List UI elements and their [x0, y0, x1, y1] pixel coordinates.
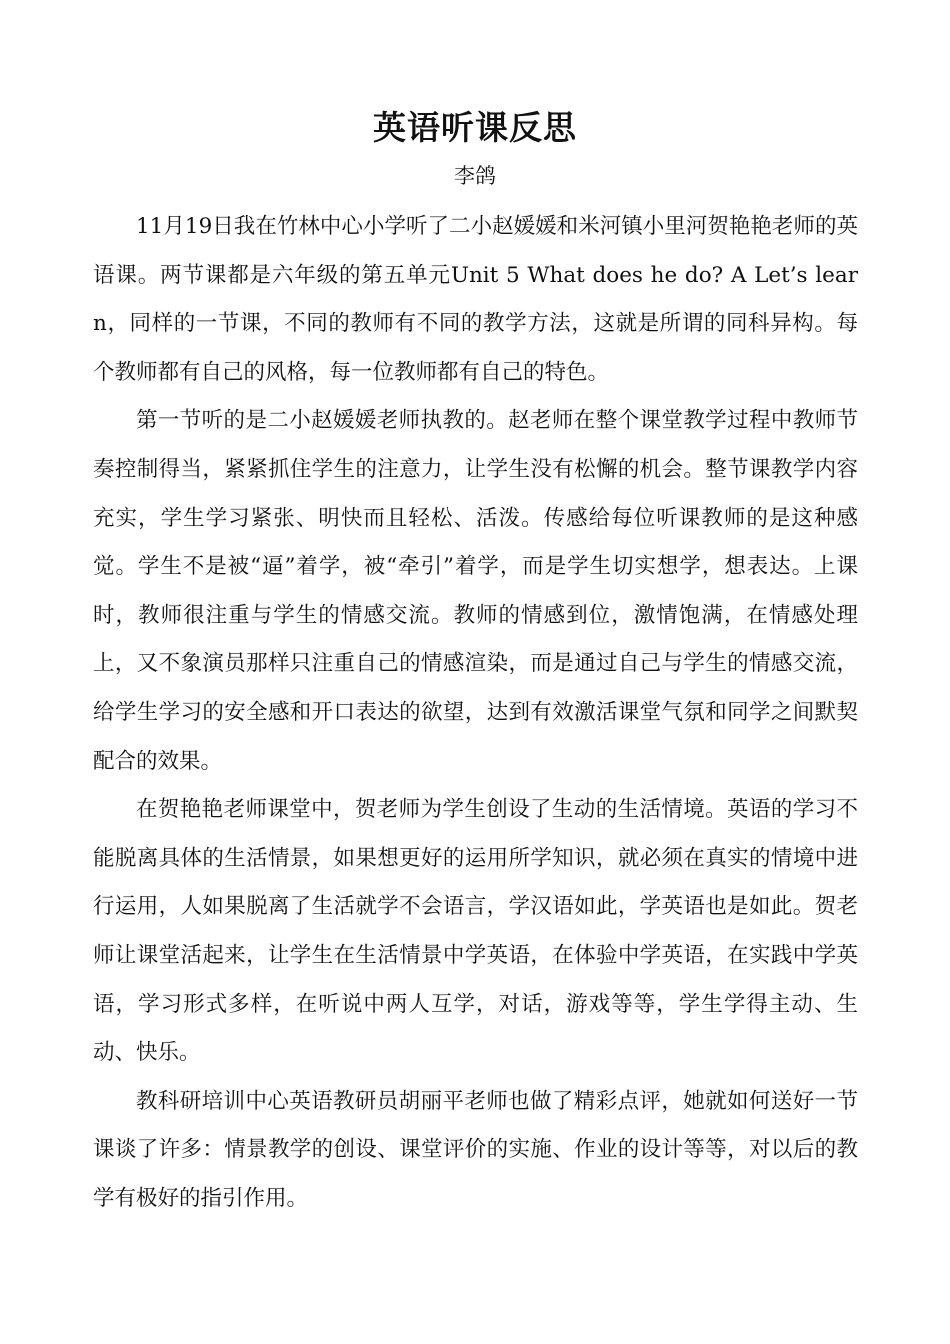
- paragraph-1: 11月19日我在竹林中心小学听了二小赵媛媛和米河镇小里河贺艳艳老师的英语课。两节课都是六年级的第五单元Unit 5 What does he do? A Let’s learn，同样的一节课，不同的教师有不同的教学方法，这就是所谓的同科异构。每个教师都有自己的风格，每一位教师都有自己的特色。: [93, 214, 858, 385]
- paragraph-3: 在贺艳艳老师课堂中，贺老师为学生创设了生动的生活情境。英语的学习不能脱离具体的生活情景，如果想更好的运用所学知识，就必须在真实的情境中进行运用，人如果脱离了生活就学不会语言，学汉语如此，学英语也是如此。贺老师让课堂活起来，让学生在生活情景中学英语，在体验中学英语，在实践中学英语，学习形式多样，在听说中两人互学，对话，游戏等等，学生学得主动、生动、快乐。: [93, 797, 858, 1066]
- document-body: [93, 203, 858, 1223]
- paragraph-4: 教科研培训中心英语教研员胡丽平老师也做了精彩点评，她就如何送好一节课谈了许多：情景教学的创设、课堂评价的实施、作业的设计等等，对以后的教学有极好的指引作用。: [93, 1088, 858, 1211]
- document-title: 英语听课反思: [373, 108, 577, 147]
- paragraph-2: 第一节听的是二小赵媛媛老师执教的。赵老师在整个课堂教学过程中教师节奏控制得当，紧紧抓住学生的注意力，让学生没有松懈的机会。整节课教学内容充实，学生学习紧张、明快而且轻松、活泼。传感给每位听课教师的是这种感觉。学生不是被“逼”着学，被“牵引”着学，而是学生切实想学，想表达。上课时，教师很注重与学生的情感交流。教师的情感到位，激情饱满，在情感处理上，又不象演员那样只注重自己的情感渲染，而是通过自己与学生的情感交流，给学生学习的安全感和开口表达的欲望，达到有效激活课堂气氛和同学之间默契配合的效果。: [93, 408, 858, 774]
- document-author: 李鸽: [454, 164, 496, 188]
